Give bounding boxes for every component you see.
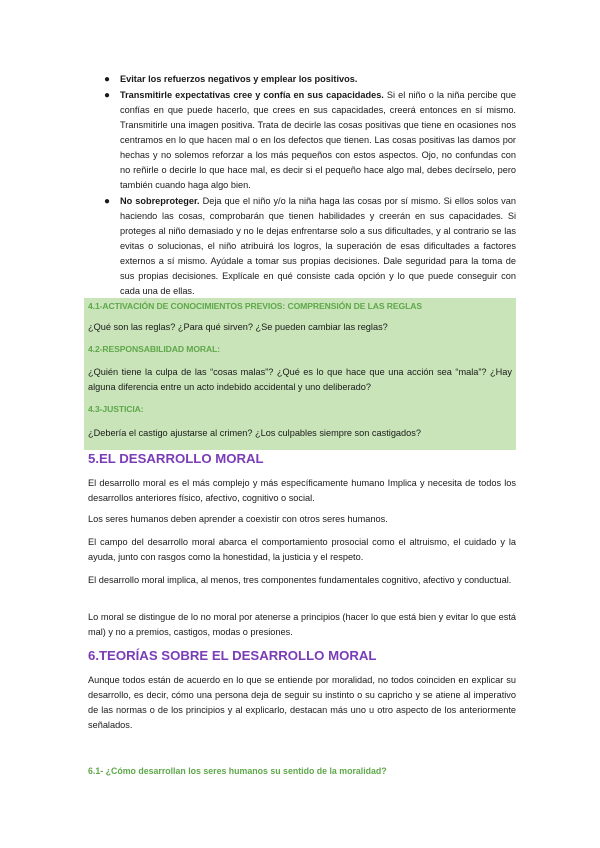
section-5-paragraph: El desarrollo moral implica, al menos, tres componentes fundamentales cognitivo, afectivo y conductual. [88,575,512,585]
activity-box [84,298,516,450]
bullet-text: Si el niño o la niña percibe que confías en que puede hacerlo, que crees en sus capacidades, creerá entonces en sí mismo. Transmitirle una imagen positiva. Trata de decirle las cosas positivas que tiene en ocasiones nos centramos en lo que hacen mal o en los defectos que tienen. Las cosas positivas las damos por hechas y no solemos reforzar a los más pequeños con estos aspectos. Ojo, no confundas con no reñirle o decirle lo que hace mal, es decir si el pequeño hace algo mal, debes decírselo, pero también cuando haga algo bien. [120,90,516,190]
section-5-paragraph: Lo moral se distingue de lo no moral por atenerse a principios (hacer lo que está bien y evitar lo que está mal) y no a premios, castigos, modas o presiones. [88,612,516,637]
section-5-paragraph: Los seres humanos deben aprender a coexistir con otros seres humanos. [88,514,388,524]
bullet-item [84,194,516,299]
section-4-2-title: 4.2-RESPONSABILIDAD MORAL: [88,344,221,354]
bullet-item [84,72,516,87]
bullet-bold: No sobreproteger. [120,196,200,206]
bullet-list [84,72,516,299]
bullet-bold: Evitar los refuerzos negativos y emplear los positivos. [120,74,358,84]
bullet-bold: Transmitirle expectativas cree y confía en sus capacidades. [120,90,384,100]
section-4-3-title: 4.3-JUSTICIA: [88,404,144,414]
section-4-1-title: 4.1-ACTIVACIÓN DE CONOCIMIENTOS PREVIOS: COMPRENSIÓN DE LAS REGLAS [88,301,423,311]
section-6-heading: 6.TEORÍAS SOBRE EL DESARROLLO MORAL [88,648,377,663]
bullet-dot-icon: ● [104,196,111,207]
section-6-paragraph: Aunque todos están de acuerdo en lo que se entiende por moralidad, no todos coinciden en explicar su desarrollo, es decir, cómo una persona deja de seguir su instinto o su capricho y se atiene al imperativo de las normas o de los principios y al explicarlo, destacan más uno u otro aspecto de los anteriormente señalados. [88,675,516,730]
section-5-paragraph: El campo del desarrollo moral abarca el comportamiento prosocial como el altruismo, el cuidado y la ayuda, junto con rasgos como la honestidad, la justicia y el respeto. [88,537,516,562]
bullet-item [84,88,516,193]
section-5-heading: 5.EL DESARROLLO MORAL [88,451,264,466]
section-5-paragraph: El desarrollo moral es el más complejo y más específicamente humano Implica y necesita de todos los desarrollos anteriores físico, afectivo, cognitivo o social. [88,478,516,503]
section-6-1-title: 6.1- ¿Cómo desarrollan los seres humanos su sentido de la moralidad? [88,766,387,776]
section-4-2-text: ¿Quién tiene la culpa de las “cosas malas”? ¿Qué es lo que hace que una acción sea “mala”? ¿Hay alguna diferencia entre un acto indebido accidental y uno deliberado? [88,367,512,392]
bullet-text: Deja que el niño y/o la niña haga las cosas por sí mismo. Si ellos solos van haciendo las cosas, comprobarán que tienen habilidades y creerán en sus capacidades. Si proteges al niño demasiado y no le dejas enfrentarse solo a sus dificultades, y al contrario se las evitas o solucionas, el niño atribuirá los logros, la superación de esas dificultades a factores externos a sí mismo. Ayúdale a tomar sus propias decisiones. Dale seguridad para la toma de sus propias decisiones. Explícale en qué consiste cada opción y lo que puede conseguir con cada una de ellas. [120,196,516,296]
section-4-3-text: ¿Debería el castigo ajustarse al crimen? ¿Los culpables siempre son castigados? [88,428,421,438]
bullet-dot-icon: ● [104,74,111,85]
bullet-dot-icon: ● [104,90,111,101]
section-4-1-text: ¿Qué son las reglas? ¿Para qué sirven? ¿Se pueden cambiar las reglas? [88,322,388,332]
